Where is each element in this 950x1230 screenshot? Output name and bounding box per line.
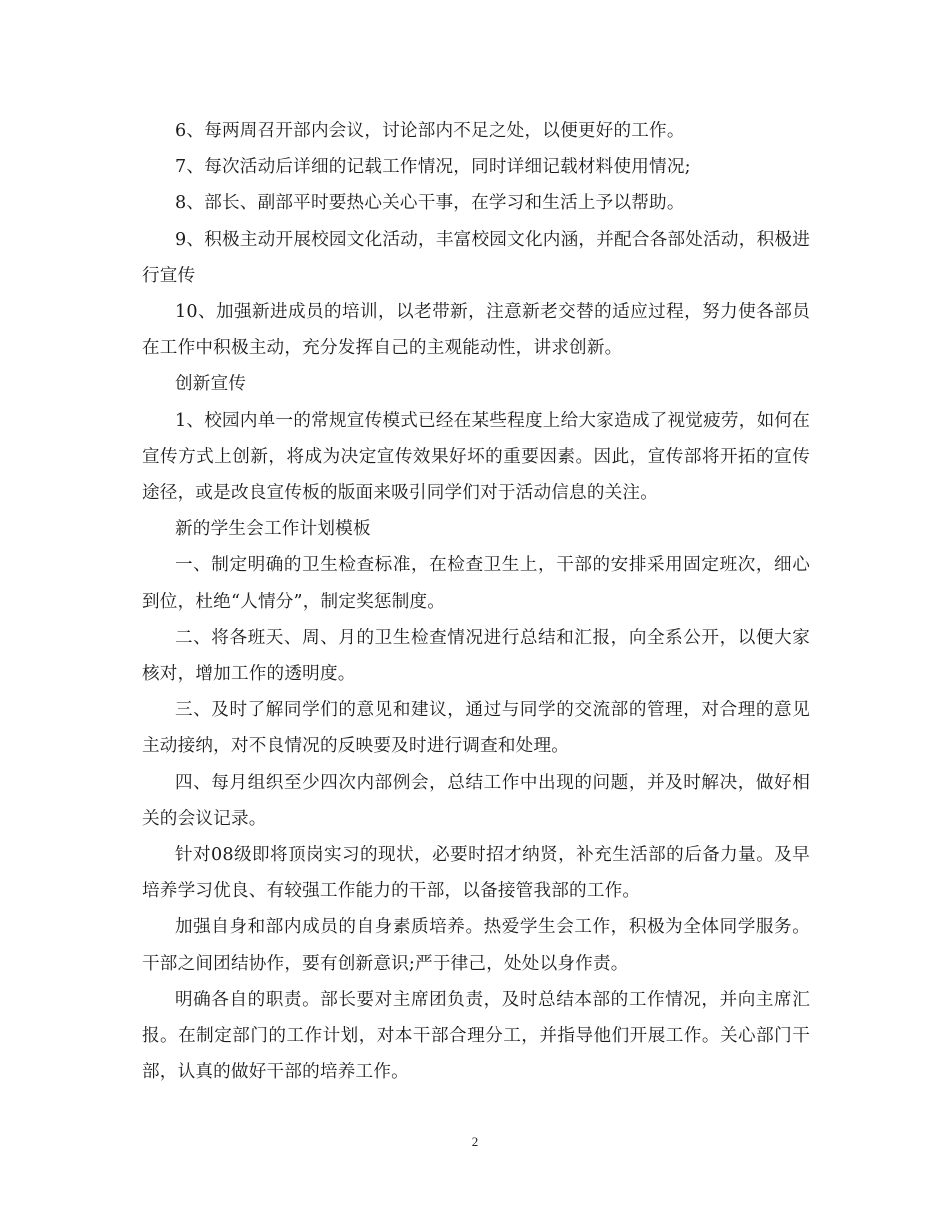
paragraph-responsibilities: 明确各自的职责。部长要对主席团负责，及时总结本部的工作情况，并向主席汇报。在制定部门的工作计划，对本干部合理分工，并指导他们开展工作。关心部门干部，认真的做好干部的培养工作。 xyxy=(142,989,810,1083)
paragraph-item-7: 7、每次活动后详细的记载工作情况，同时详细记载材料使用情况; xyxy=(175,157,691,178)
paragraph-template-1: 一、制定明确的卫生检查标准，在检查卫生上，干部的安排采用固定班次，细心到位，杜绝“人情分”，制定奖惩制度。 xyxy=(142,555,810,612)
paragraph-internship: 针对08级即将顶岗实习的现状，必要时招才纳贤，补充生活部的后备力量。及早培养学习优良、有较强工作能力的干部，以备接管我部的工作。 xyxy=(142,845,810,902)
paragraph-item-8: 8、部长、副部平时要热心关心干事，在学习和生活上予以帮助。 xyxy=(175,193,685,214)
document-body xyxy=(142,113,810,1090)
paragraph-template-2: 二、将各班天、周、月的卫生检查情况进行总结和汇报，向全系公开，以便大家核对，增加工作的透明度。 xyxy=(142,627,810,685)
paragraph-template-3: 三、及时了解同学们的意见和建议，通过与同学的交流部的管理，对合理的意见主动接纳，对不良情况的反映要及时进行调查和处理。 xyxy=(142,700,810,757)
paragraph-self-quality: 加强自身和部内成员的自身素质培养。热爱学生会工作，积极为全体同学服务。干部之间团结协作，要有创新意识;严于律己，处处以身作责。 xyxy=(142,917,810,974)
paragraph-item-9: 9、积极主动开展校园文化活动，丰富校园文化内涵，并配合各部处活动，积极进行宣传 xyxy=(142,229,810,286)
paragraph-item-10: 10、加强新进成员的培训，以老带新，注意新老交替的适应过程，努力使各部员在工作中积极主动，充分发挥自己的主观能动性，讲求创新。 xyxy=(142,302,810,359)
paragraph-template-4: 四、每月组织至少四次内部例会，总结工作中出现的问题，并及时解决，做好相关的会议记录。 xyxy=(142,772,810,829)
section-heading-template: 新的学生会工作计划模板 xyxy=(175,519,371,540)
paragraph-item-6: 6、每两周召开部内会议，讨论部内不足之处，以便更好的工作。 xyxy=(175,121,685,141)
section-heading-innovation: 创新宣传 xyxy=(175,374,247,395)
paragraph-innovation-1: 1、校园内单一的常规宣传模式已经在某些程度上给大家造成了视觉疲劳，如何在宣传方式上创新，将成为决定宣传效果好坏的重要因素。因此，宣传部将开拓的宣传途径，或是改良宣传板的版面来吸引同学们对于活动信息的关注。 xyxy=(142,410,810,504)
page-number: 2 xyxy=(471,1134,479,1149)
